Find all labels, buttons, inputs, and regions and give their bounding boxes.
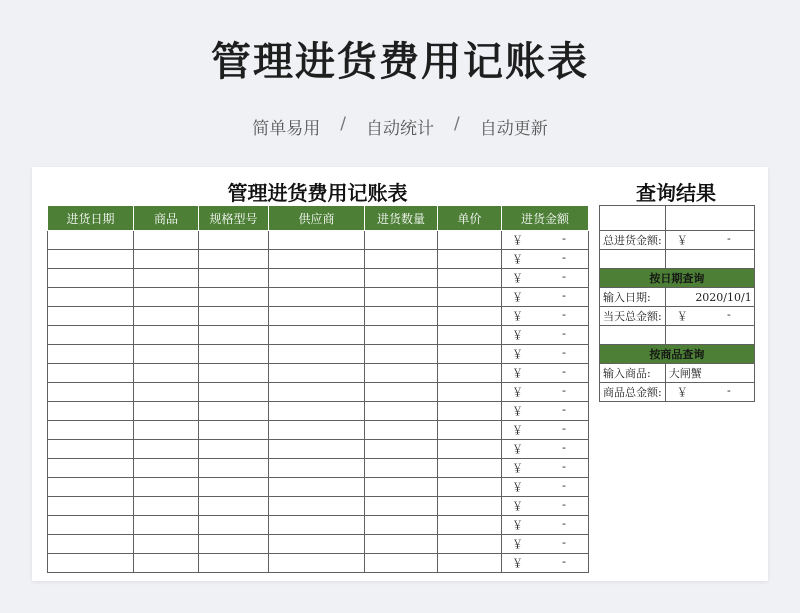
currency-symbol: ￥	[512, 367, 523, 380]
currency-symbol: ￥	[512, 424, 523, 437]
table-cell[interactable]	[365, 535, 438, 554]
table-row	[48, 402, 589, 421]
table-cell[interactable]	[365, 250, 438, 269]
table-cell[interactable]	[269, 269, 365, 288]
table-row	[48, 383, 589, 402]
table-cell[interactable]	[48, 402, 134, 421]
table-cell[interactable]	[199, 288, 269, 307]
page-title: 管理进货费用记账表	[211, 39, 589, 85]
table-cell[interactable]	[48, 364, 134, 383]
amount-cell[interactable]	[502, 345, 589, 364]
table-cell[interactable]	[48, 535, 134, 554]
column-header: 进货数量	[365, 206, 438, 231]
date-input-field[interactable]: 2020/10/1	[665, 288, 754, 307]
table-cell[interactable]	[438, 478, 502, 497]
table-cell[interactable]	[199, 250, 269, 269]
table-cell[interactable]	[365, 440, 438, 459]
subtitle-separator: /	[454, 114, 460, 134]
product-query-header: 按商品查询	[600, 345, 755, 364]
table-cell[interactable]	[365, 307, 438, 326]
date-input-label: 输入日期:	[600, 288, 666, 307]
product-total-label: 商品总金额:	[600, 383, 666, 402]
amount-value: -	[727, 384, 731, 397]
amount-cell[interactable]	[502, 516, 589, 535]
table-cell[interactable]	[365, 516, 438, 535]
table-cell[interactable]	[438, 364, 502, 383]
amount-value: -	[562, 536, 566, 549]
currency-symbol: ￥	[512, 462, 523, 475]
table-header-row	[48, 206, 589, 231]
table-cell[interactable]	[365, 459, 438, 478]
subtitle-item: 自动统计	[366, 119, 434, 139]
table-cell[interactable]	[199, 440, 269, 459]
table-cell[interactable]	[438, 250, 502, 269]
table-cell[interactable]	[199, 231, 269, 250]
query-cell[interactable]	[600, 206, 666, 231]
table-cell[interactable]	[48, 459, 134, 478]
table-cell[interactable]	[134, 478, 199, 497]
table-cell[interactable]	[199, 421, 269, 440]
amount-cell[interactable]	[502, 478, 589, 497]
amount-value: -	[562, 460, 566, 473]
product-input-field[interactable]: 大闸蟹	[665, 364, 754, 383]
table-cell[interactable]	[199, 402, 269, 421]
sheet-title: 管理进货费用记账表	[227, 181, 408, 205]
day-total-label: 当天总金额:	[600, 307, 666, 326]
table-cell[interactable]	[134, 383, 199, 402]
table-cell[interactable]	[134, 516, 199, 535]
amount-value: -	[562, 251, 566, 264]
amount-cell[interactable]	[502, 383, 589, 402]
amount-cell[interactable]	[502, 497, 589, 516]
table-cell[interactable]	[48, 288, 134, 307]
amount-cell[interactable]	[502, 535, 589, 554]
amount-cell[interactable]	[502, 307, 589, 326]
table-cell[interactable]	[48, 478, 134, 497]
table-cell[interactable]	[134, 307, 199, 326]
table-cell[interactable]	[269, 326, 365, 345]
product-total-value[interactable]	[665, 383, 754, 402]
query-cell[interactable]	[665, 250, 754, 269]
table-cell[interactable]	[199, 383, 269, 402]
table-cell[interactable]	[134, 402, 199, 421]
total-purchase-label: 总进货金额:	[600, 231, 666, 250]
table-cell[interactable]	[438, 440, 502, 459]
table-cell[interactable]	[365, 402, 438, 421]
table-cell[interactable]	[269, 345, 365, 364]
table-cell[interactable]	[199, 497, 269, 516]
amount-cell[interactable]	[502, 250, 589, 269]
column-header: 进货日期	[48, 206, 134, 231]
amount-cell[interactable]	[502, 364, 589, 383]
currency-symbol: ￥	[676, 386, 688, 399]
table-row	[48, 250, 589, 269]
table-cell[interactable]	[269, 364, 365, 383]
currency-symbol: ￥	[512, 234, 523, 247]
date-query-header: 按日期查询	[600, 269, 755, 288]
amount-cell[interactable]	[502, 554, 589, 573]
table-cell[interactable]	[199, 554, 269, 573]
table-cell[interactable]	[438, 231, 502, 250]
table-row	[48, 288, 589, 307]
table-cell[interactable]	[48, 269, 134, 288]
table-cell[interactable]	[48, 231, 134, 250]
table-cell[interactable]	[199, 535, 269, 554]
currency-symbol: ￥	[512, 443, 523, 456]
table-cell[interactable]	[199, 478, 269, 497]
currency-symbol: ￥	[512, 348, 523, 361]
table-cell[interactable]	[199, 307, 269, 326]
table-cell[interactable]	[365, 478, 438, 497]
table-cell[interactable]	[365, 421, 438, 440]
table-cell[interactable]	[199, 364, 269, 383]
amount-value: -	[562, 422, 566, 435]
table-cell[interactable]	[365, 554, 438, 573]
amount-value: -	[562, 308, 566, 321]
query-title: 查询结果	[636, 181, 716, 205]
table-cell[interactable]	[269, 383, 365, 402]
amount-cell[interactable]	[502, 326, 589, 345]
amount-cell[interactable]	[502, 440, 589, 459]
table-cell[interactable]	[269, 535, 365, 554]
table-cell[interactable]	[199, 516, 269, 535]
purchase-table	[47, 205, 589, 573]
table-cell[interactable]	[48, 421, 134, 440]
amount-value: -	[562, 498, 566, 511]
table-cell[interactable]	[48, 554, 134, 573]
table-cell[interactable]	[134, 326, 199, 345]
table-row	[48, 440, 589, 459]
table-row	[48, 269, 589, 288]
table-cell[interactable]	[48, 516, 134, 535]
amount-cell[interactable]	[502, 459, 589, 478]
table-cell[interactable]	[134, 421, 199, 440]
table-row	[48, 345, 589, 364]
table-cell[interactable]	[438, 288, 502, 307]
table-cell[interactable]	[269, 421, 365, 440]
currency-symbol: ￥	[512, 481, 523, 494]
subtitle	[0, 114, 800, 139]
table-cell[interactable]	[134, 364, 199, 383]
table-cell[interactable]	[48, 326, 134, 345]
amount-cell[interactable]	[502, 269, 589, 288]
column-header: 单价	[438, 206, 502, 231]
amount-value: -	[562, 479, 566, 492]
table-cell[interactable]	[134, 554, 199, 573]
currency-symbol: ￥	[512, 500, 523, 513]
table-cell[interactable]	[269, 497, 365, 516]
currency-symbol: ￥	[512, 291, 523, 304]
amount-cell[interactable]	[502, 288, 589, 307]
table-row	[48, 497, 589, 516]
currency-symbol: ￥	[512, 557, 523, 570]
table-cell[interactable]	[269, 440, 365, 459]
currency-symbol: ￥	[512, 519, 523, 532]
subtitle-item: 自动更新	[479, 119, 548, 139]
amount-value: -	[562, 517, 566, 530]
table-row	[48, 478, 589, 497]
table-cell[interactable]	[365, 231, 438, 250]
table-cell[interactable]	[438, 535, 502, 554]
table-row	[48, 326, 589, 345]
table-cell[interactable]	[438, 269, 502, 288]
table-cell[interactable]	[269, 459, 365, 478]
table-cell[interactable]	[438, 459, 502, 478]
table-cell[interactable]	[438, 516, 502, 535]
table-cell[interactable]	[134, 269, 199, 288]
table-cell[interactable]	[365, 288, 438, 307]
table-cell[interactable]	[269, 288, 365, 307]
table-cell[interactable]	[134, 345, 199, 364]
amount-value: -	[562, 403, 566, 416]
table-cell[interactable]	[438, 402, 502, 421]
table-cell[interactable]	[199, 269, 269, 288]
table-cell[interactable]	[48, 440, 134, 459]
table-row	[48, 535, 589, 554]
table-cell[interactable]	[134, 459, 199, 478]
amount-value: -	[562, 270, 566, 283]
table-cell[interactable]	[438, 345, 502, 364]
table-cell[interactable]	[199, 326, 269, 345]
currency-symbol: ￥	[512, 538, 523, 551]
table-row	[48, 307, 589, 326]
table-row	[48, 554, 589, 573]
table-cell[interactable]	[48, 383, 134, 402]
currency-symbol: ￥	[512, 386, 523, 399]
total-purchase-value[interactable]	[665, 231, 754, 250]
table-cell[interactable]	[134, 440, 199, 459]
currency-symbol: ￥	[676, 234, 688, 247]
table-cell[interactable]	[269, 402, 365, 421]
amount-value: -	[727, 232, 731, 245]
currency-symbol: ￥	[512, 272, 523, 285]
table-cell[interactable]	[438, 326, 502, 345]
amount-value: -	[562, 232, 566, 245]
column-header: 进货金额	[502, 206, 589, 231]
amount-value: -	[562, 365, 566, 378]
table-cell[interactable]	[365, 326, 438, 345]
query-table	[599, 205, 755, 402]
amount-value: -	[562, 384, 566, 397]
subtitle-item: 简单易用	[252, 119, 321, 139]
table-cell[interactable]	[269, 516, 365, 535]
table-row	[48, 516, 589, 535]
subtitle-separator: /	[340, 114, 346, 134]
amount-value: -	[562, 327, 566, 340]
column-header: 商品	[134, 206, 199, 231]
table-cell[interactable]	[48, 307, 134, 326]
product-input-label: 输入商品:	[600, 364, 666, 383]
query-cell[interactable]	[665, 206, 754, 231]
table-cell[interactable]	[438, 554, 502, 573]
amount-value: -	[562, 289, 566, 302]
currency-symbol: ￥	[512, 329, 523, 342]
table-cell[interactable]	[199, 345, 269, 364]
table-cell[interactable]	[269, 554, 365, 573]
table-cell[interactable]	[134, 250, 199, 269]
amount-value: -	[562, 555, 566, 568]
table-cell[interactable]	[48, 250, 134, 269]
column-header: 规格型号	[199, 206, 269, 231]
table-cell[interactable]	[365, 497, 438, 516]
query-cell[interactable]	[600, 250, 666, 269]
table-row	[48, 421, 589, 440]
table-cell[interactable]	[199, 459, 269, 478]
currency-symbol: ￥	[676, 310, 688, 323]
table-cell[interactable]	[134, 288, 199, 307]
table-row	[48, 459, 589, 478]
currency-symbol: ￥	[512, 253, 523, 266]
table-cell[interactable]	[269, 478, 365, 497]
table-cell[interactable]	[365, 345, 438, 364]
table-cell[interactable]	[269, 250, 365, 269]
table-cell[interactable]	[134, 231, 199, 250]
table-cell[interactable]	[48, 345, 134, 364]
day-total-value[interactable]	[665, 307, 754, 326]
table-cell[interactable]	[438, 383, 502, 402]
query-cell[interactable]	[665, 326, 754, 345]
table-cell[interactable]	[365, 269, 438, 288]
table-cell[interactable]	[134, 497, 199, 516]
column-header: 供应商	[269, 206, 365, 231]
table-cell[interactable]	[365, 383, 438, 402]
amount-cell[interactable]	[502, 402, 589, 421]
table-cell[interactable]	[134, 535, 199, 554]
amount-value: -	[727, 308, 731, 321]
currency-symbol: ￥	[512, 310, 523, 323]
table-row	[48, 364, 589, 383]
table-cell[interactable]	[438, 307, 502, 326]
table-cell[interactable]	[438, 421, 502, 440]
table-cell[interactable]	[438, 497, 502, 516]
amount-cell[interactable]	[502, 421, 589, 440]
query-cell[interactable]	[600, 326, 666, 345]
table-cell[interactable]	[269, 231, 365, 250]
amount-value: -	[562, 346, 566, 359]
spreadsheet-sheet	[32, 167, 768, 581]
amount-value: -	[562, 441, 566, 454]
currency-symbol: ￥	[512, 405, 523, 418]
table-row	[48, 231, 589, 250]
table-cell[interactable]	[269, 307, 365, 326]
amount-cell[interactable]	[502, 231, 589, 250]
table-cell[interactable]	[48, 497, 134, 516]
table-cell[interactable]	[365, 364, 438, 383]
